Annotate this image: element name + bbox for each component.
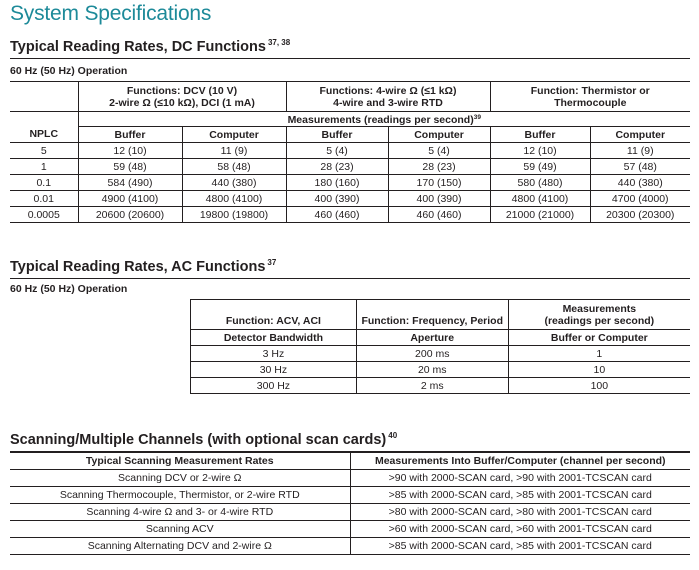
ac-sub-header: Buffer or Computer [508,330,690,346]
table-cell: 28 (23) [286,159,388,175]
dc-col-header: Computer [590,127,690,143]
ac-header-measurements-line2: (readings per second) [544,314,655,327]
table-cell: >60 with 2000-SCAN card, >60 with 2001-TCSCAN card [350,521,690,538]
table-cell: >80 with 2000-SCAN card, >80 with 2001-TCSCAN card [350,504,690,521]
table-row [191,378,691,394]
ac-header-measurements [508,300,690,330]
dc-heading-text: Typical Reading Rates, DC Functions [10,39,266,55]
ac-sub-header: Detector Bandwidth [191,330,357,346]
dc-col-header: Buffer [490,127,590,143]
table-cell: 20 ms [356,362,508,378]
dc-col-header: Computer [182,127,286,143]
table-cell: >85 with 2000-SCAN card, >85 with 2001-TCSCAN card [350,538,690,555]
dc-reading-rates-table [10,81,690,223]
table-cell: 20600 (20600) [78,207,182,223]
table-row [10,159,690,175]
table-cell: 180 (160) [286,175,388,191]
table-cell: 1 [508,346,690,362]
scan-header: Measurements Into Buffer/Computer (channel per second) [350,453,690,470]
table-cell: 30 Hz [191,362,357,378]
table-cell: 12 (10) [490,143,590,159]
table-cell: 4800 (4100) [490,191,590,207]
table-cell: 11 (9) [182,143,286,159]
table-cell: >90 with 2000-SCAN card, >90 with 2001-TCSCAN card [350,470,690,487]
dc-group-4wire-line1: Functions: 4-wire Ω (≤1 kΩ) [319,84,457,97]
ac-heading-notes: 37 [267,258,277,267]
table-row [10,143,690,159]
scan-heading-notes: 40 [388,431,398,440]
table-cell: 460 (460) [388,207,490,223]
ac-reading-rates-table [190,299,690,394]
table-cell: 58 (48) [182,159,286,175]
dc-group-4wire [286,82,490,112]
table-cell: 300 Hz [191,378,357,394]
table-cell: Scanning DCV or 2-wire Ω [10,470,350,487]
page-title: System Specifications [10,2,212,25]
dc-col-header: Buffer [78,127,182,143]
ac-header-frequency: Function: Frequency, Period [356,300,508,330]
table-cell: 170 (150) [388,175,490,191]
dc-column-header-row [10,127,690,143]
table-cell: 5 [10,143,78,159]
table-cell: 28 (23) [388,159,490,175]
dc-group-dcv-line1: Functions: DCV (10 V) [126,84,238,97]
table-cell: 4800 (4100) [182,191,286,207]
table-cell: 4700 (4000) [590,191,690,207]
ac-header-acv: Function: ACV, ACI [191,300,357,330]
ac-top-header-row [191,300,691,330]
table-cell: 57 (48) [590,159,690,175]
table-row [191,346,691,362]
table-row [10,487,690,504]
dc-group-thermistor: Function: Thermistor or Thermocouple [490,82,690,112]
dc-col-header: Computer [388,127,490,143]
dc-measurements-note: 39 [473,114,481,121]
table-cell: 11 (9) [590,143,690,159]
ac-header-measurements-line1: Measurements [562,302,637,315]
scan-header-row [10,453,690,470]
table-row [10,470,690,487]
table-cell: Scanning 4-wire Ω and 3- or 4-wire RTD [10,504,350,521]
table-cell: >85 with 2000-SCAN card, >85 with 2001-TCSCAN card [350,487,690,504]
table-cell: 59 (49) [490,159,590,175]
dc-group-dcv-line2: 2-wire Ω (≤10 kΩ), DCI (1 mA) [109,96,255,109]
table-cell: 400 (390) [388,191,490,207]
table-cell: 21000 (21000) [490,207,590,223]
ac-operation-note: 60 Hz (50 Hz) Operation [10,283,128,295]
table-cell: 19800 (19800) [182,207,286,223]
table-cell: 12 (10) [78,143,182,159]
scan-heading-text: Scanning/Multiple Channels (with optional scan cards) [10,432,387,448]
scanning-rates-table [10,452,690,555]
table-cell: 20300 (20300) [590,207,690,223]
table-cell: 0.01 [10,191,78,207]
dc-heading-notes: 37, 38 [267,38,291,47]
dc-col-header: Buffer [286,127,388,143]
table-cell: 0.0005 [10,207,78,223]
table-cell: Scanning Thermocouple, Thermistor, or 2-wire RTD [10,487,350,504]
table-row [10,191,690,207]
table-cell: 400 (390) [286,191,388,207]
dc-section-heading [10,38,690,59]
table-row [10,504,690,521]
table-cell: 5 (4) [286,143,388,159]
dc-measurements-row [10,112,690,127]
table-cell: 4900 (4100) [78,191,182,207]
table-cell: Scanning ACV [10,521,350,538]
table-row [10,538,690,555]
table-row [10,175,690,191]
scan-section-heading [10,431,690,452]
table-row [191,362,691,378]
table-cell: 59 (48) [78,159,182,175]
dc-group-dcv [78,82,286,112]
table-cell: 200 ms [356,346,508,362]
dc-group-4wire-line2: 4-wire and 3-wire RTD [333,96,443,109]
table-cell: 440 (380) [590,175,690,191]
ac-sub-header: Aperture [356,330,508,346]
ac-heading-text: Typical Reading Rates, AC Functions [10,259,266,275]
table-cell: Scanning Alternating DCV and 2-wire Ω [10,538,350,555]
table-row [10,207,690,223]
dc-measurements-label: Measurements (readings per second) [287,114,474,126]
ac-section-heading [10,258,690,279]
table-cell: 580 (480) [490,175,590,191]
table-row [10,521,690,538]
dc-group-header-row [10,82,690,112]
dc-measurements-header [78,112,690,127]
ac-sub-header-row [191,330,691,346]
table-cell: 3 Hz [191,346,357,362]
table-cell: 5 (4) [388,143,490,159]
table-cell: 100 [508,378,690,394]
dc-empty-corner [10,82,78,112]
table-cell: 440 (380) [182,175,286,191]
table-cell: 584 (490) [78,175,182,191]
scan-header: Typical Scanning Measurement Rates [10,453,350,470]
dc-operation-note: 60 Hz (50 Hz) Operation [10,65,128,77]
dc-nplc-header: NPLC [10,112,78,143]
table-cell: 0.1 [10,175,78,191]
table-cell: 2 ms [356,378,508,394]
table-cell: 10 [508,362,690,378]
table-cell: 1 [10,159,78,175]
table-cell: 460 (460) [286,207,388,223]
